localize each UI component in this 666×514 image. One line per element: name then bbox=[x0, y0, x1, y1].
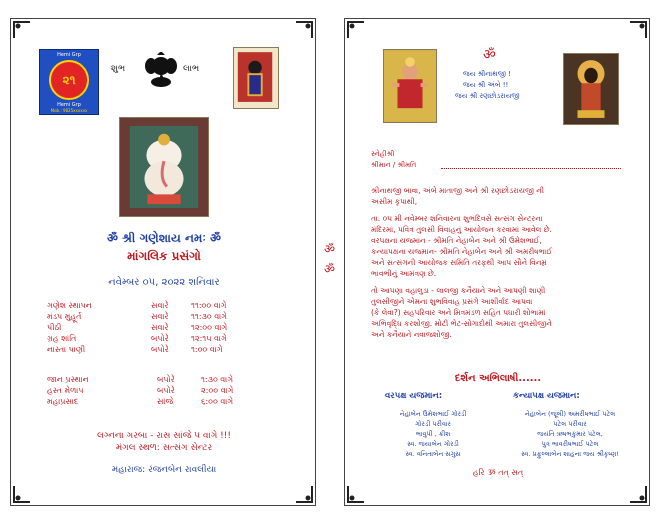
blessing-line-1: જય શ્રીનાથજી ! bbox=[463, 70, 511, 78]
schedule-row bbox=[47, 386, 233, 396]
event-time: ૬:૦૦ વાગે bbox=[201, 397, 234, 406]
event-time: ૨:૦૦ વાગે bbox=[201, 386, 234, 395]
manglik-subtitle: માંગલિક પ્રસંગો bbox=[127, 249, 201, 263]
shubh-text: શુભ bbox=[111, 64, 126, 74]
schedule-block bbox=[47, 301, 287, 361]
event-when: સાંજે bbox=[157, 397, 174, 406]
para2-line: મંદિરમાં, પવિત્ર તુલસી વિવાહનું આયોજન કરવામાં આવેલ છે. bbox=[371, 225, 552, 234]
corner-ornament bbox=[295, 485, 313, 503]
corner-ornament bbox=[629, 21, 647, 39]
ganesha-icon bbox=[144, 52, 178, 88]
corner-ornament bbox=[629, 485, 647, 503]
event-when: સવારે bbox=[151, 323, 169, 332]
event-name: મંડપ મુહૂર્ત bbox=[47, 312, 82, 321]
para2-line: ભાવભીનું આમંત્રણ છે. bbox=[371, 269, 437, 278]
event-name: નાસ્તા પાણી bbox=[47, 345, 86, 354]
para3-line: (કે લેવા?) સહપરિવાર અને મિત્રમંડળ સહિત પધારી શોભામાં bbox=[371, 308, 546, 317]
event-time: ૧૨:૦૦ વાગે bbox=[191, 323, 228, 332]
event-time: ૧૧:૩૦ વાગે bbox=[191, 312, 228, 321]
ganesha-photo bbox=[119, 117, 209, 217]
event-name: હસ્ત મેળાપ bbox=[47, 386, 84, 395]
event-time: ૧:૦૦ વાગે bbox=[191, 345, 223, 354]
host-name: પુત્ર ભાવરીષભાઈ પટેલ bbox=[541, 440, 599, 448]
event-name: ગણેશ સ્થાપન bbox=[47, 301, 92, 310]
om-symbol: ॐ bbox=[483, 47, 496, 63]
maharaj-line: મહારાજ: રંજનબેન રાવલીયા bbox=[111, 465, 217, 475]
para1-line: શ્રીનાથજી બાવા, અંબે માતાજી અને શ્રી રણછોડરાયજી ની bbox=[371, 186, 544, 195]
spine-om-top: ॐ bbox=[324, 242, 335, 256]
para2-line: કન્યાપક્ષના યજમાન- શ્રીમતિ નેહાબેન અને શ્રી અમરીષભાઈ bbox=[371, 247, 553, 256]
event-time: ૧:૩૦ વાગે bbox=[201, 375, 234, 384]
para2-line: તા. ૦૫ મી નવેમ્બર શનિવારના શુભદિવસે સત્સંગ સેન્ટરના bbox=[371, 214, 543, 223]
invitation-body bbox=[371, 185, 631, 340]
schedule-row bbox=[47, 345, 223, 355]
schedule-row bbox=[47, 323, 227, 333]
badge-caption: Mob.: 9825xxxxxx bbox=[50, 108, 88, 113]
name-blank-line bbox=[441, 168, 621, 169]
schedule-row bbox=[47, 397, 233, 407]
name-label: શ્રીમાન / શ્રીમતિ bbox=[371, 161, 417, 169]
schedule-row bbox=[47, 375, 233, 385]
garba-line: લગ્નના ગરબા - રાસ સાંજે ૫ વાગે !!! bbox=[97, 431, 231, 441]
corner-ornament bbox=[13, 485, 31, 503]
para3-line: તુલસીજીને એમના શુભવિવાહ પ્રસંગે આશીર્વાદ આપવા bbox=[371, 297, 533, 306]
shree-ganeshay-title: ॐ શ્રી ગણેશાય નમઃ ॐ bbox=[107, 231, 221, 245]
event-when: બપોરે bbox=[151, 345, 169, 354]
host-name: સ્વ. પ્રફુલ્લાબેન શાહના જય શ્રીકૃષ્ણ! bbox=[521, 450, 619, 458]
event-name: મહાપ્રસાદ bbox=[47, 397, 79, 406]
card-spine bbox=[320, 18, 344, 506]
krishna-photo bbox=[563, 53, 619, 125]
to-label: સ્નેહીશ્રી bbox=[371, 150, 395, 158]
schedule-row bbox=[47, 334, 227, 344]
schedule-row bbox=[47, 312, 227, 322]
labh-text: લાભ bbox=[183, 64, 200, 74]
goddess-photo bbox=[383, 49, 437, 123]
para2-line: વરપક્ષના યજમાન - શ્રીમતિ નેહાબેન અને શ્રી ઉમેશભાઈ, bbox=[371, 236, 542, 245]
event-name: જાન પ્રસ્થાન bbox=[47, 375, 89, 384]
deity-photo bbox=[233, 47, 279, 109]
badge-circle: ૨૧ bbox=[49, 60, 89, 100]
venue-line: મંગલ સ્થળ: સત્સંગ સેન્ટર bbox=[115, 443, 213, 453]
badge-top-text: Hemi Grp bbox=[57, 52, 81, 58]
corner-ornament bbox=[347, 21, 365, 39]
host-name: પટેલ પરીવાર bbox=[553, 420, 587, 428]
hari-om-footer: હરિ ૐ તત્ સત્ bbox=[472, 468, 524, 477]
groom-side-heading: વરપક્ષ યજમાન: bbox=[385, 391, 443, 401]
blessing-line-3: જય શ્રી રણછોડરાયજી bbox=[455, 92, 520, 100]
bride-side-heading: કન્યાપક્ષ યજમાન: bbox=[513, 391, 580, 401]
host-name: ગોરડી પરીવાર bbox=[415, 420, 451, 428]
para3-line: અને કનૈયાને નવાજશોજી. bbox=[371, 330, 452, 339]
host-name: જયંતિ ઋષભકુમાર પટેલ, bbox=[537, 430, 603, 438]
para3-line: અભિવૃદ્ધિ કરશોજી. મોટી ભેટ-સોગાદોથી અમારા તુલસીજીને bbox=[371, 319, 552, 328]
schedule-row bbox=[47, 301, 227, 311]
event-when: સવારે bbox=[151, 312, 169, 321]
para2-line: અને સત્સંગની આયોજક સમિતિ તરફથી આપ સૌને વિનમ્ર bbox=[371, 258, 547, 267]
event-time: ૧૨:૧૫ વાગે bbox=[191, 334, 227, 343]
para3-line: તો આપણા વહાલુડા - લાલજી કનૈયાને અને આપણી શાણી bbox=[371, 286, 546, 295]
darshan-label: દર્શન અભિલાષી...... bbox=[454, 373, 542, 384]
host-name: નેહાબેન ઉમેશભાઈ ગોરડી bbox=[399, 410, 467, 418]
event-time: ૧૧:૦૦ વાગે bbox=[191, 301, 227, 310]
right-card-page bbox=[344, 18, 650, 506]
badge-logo bbox=[39, 49, 99, 115]
date-line: નવેમ્બર ૦૫, ૨૦૨૨ શનિવાર bbox=[108, 277, 220, 288]
corner-ornament bbox=[347, 485, 365, 503]
event-when: બપોરે bbox=[157, 386, 175, 395]
host-name: સ્વ. વનિતાબેન સગુસ bbox=[405, 450, 461, 458]
event-name: ગ્રહ શાંતિ bbox=[47, 334, 77, 343]
groom-host-list bbox=[363, 409, 503, 459]
host-name: સ્વ. જયાબેન ગોરડી bbox=[407, 440, 459, 448]
para1-line: અસીમ કૃપાથી, bbox=[371, 197, 418, 206]
bride-host-list bbox=[495, 409, 645, 459]
schedule-block-2 bbox=[47, 375, 287, 415]
blessing-line-2: જય શ્રી અંબે !! bbox=[463, 81, 509, 89]
corner-ornament bbox=[295, 21, 313, 39]
event-when: બપોરે bbox=[157, 375, 175, 384]
badge-bottom-text: Hemi Grp bbox=[57, 102, 81, 108]
event-when: સવારે bbox=[151, 301, 169, 310]
host-name: ભાવુપી , ક્રીશ bbox=[415, 430, 451, 438]
event-name: પીઠી bbox=[47, 323, 62, 332]
host-name: નેહાબેન (જૂલી) અમરીષભાઈ પટેલ bbox=[524, 410, 616, 418]
corner-ornament bbox=[13, 21, 31, 39]
spine-om-bottom: ॐ bbox=[324, 262, 335, 276]
event-when: બપોરે bbox=[151, 334, 169, 343]
left-card-page bbox=[10, 18, 316, 506]
